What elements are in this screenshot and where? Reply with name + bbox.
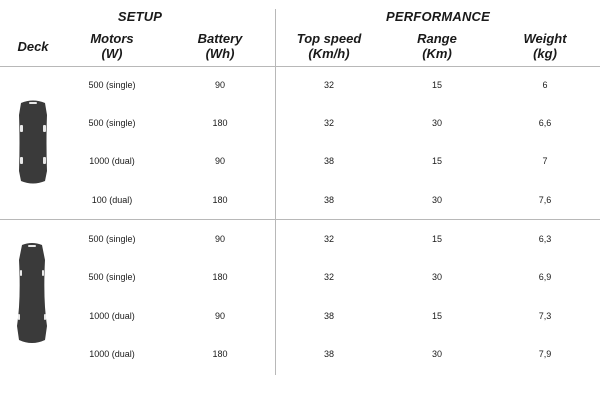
column-header-battery: Battery (Wh) xyxy=(197,31,243,61)
column-header-top-speed: Top speed (Km/h) xyxy=(296,31,362,61)
column-header-range: Range (Km) xyxy=(417,31,457,61)
column-header-weight: Weight (kg) xyxy=(523,31,567,61)
battery-cell: 180 xyxy=(212,349,228,359)
battery-cell: 90 xyxy=(214,311,225,321)
longboard-deck-short-icon xyxy=(17,97,49,187)
column-header-deck: Deck xyxy=(17,39,49,54)
range-cell: 15 xyxy=(431,234,442,244)
motors-cell: 500 (single) xyxy=(88,118,136,128)
motors-cell: 500 (single) xyxy=(88,272,136,282)
range-cell: 15 xyxy=(431,80,442,90)
top-speed-cell: 38 xyxy=(323,349,334,359)
range-cell: 15 xyxy=(431,311,442,321)
weight-cell: 6 xyxy=(542,80,548,90)
top-speed-cell: 38 xyxy=(323,156,334,166)
range-cell: 30 xyxy=(431,195,442,205)
top-speed-cell: 32 xyxy=(323,118,334,128)
setup-group-header: SETUP xyxy=(117,9,163,24)
motors-cell: 500 (single) xyxy=(88,234,136,244)
top-speed-cell: 32 xyxy=(323,272,334,282)
motors-cell: 100 (dual) xyxy=(91,195,133,205)
battery-cell: 90 xyxy=(214,234,225,244)
top-speed-cell: 38 xyxy=(323,195,334,205)
weight-cell: 7,6 xyxy=(538,195,552,205)
battery-cell: 90 xyxy=(214,156,225,166)
range-cell: 30 xyxy=(431,118,442,128)
weight-cell: 7,3 xyxy=(538,311,552,321)
top-speed-cell: 32 xyxy=(323,80,334,90)
battery-cell: 180 xyxy=(212,118,228,128)
weight-cell: 6,3 xyxy=(538,234,552,244)
range-cell: 15 xyxy=(431,156,442,166)
motors-cell: 500 (single) xyxy=(88,80,136,90)
header-divider xyxy=(0,66,600,67)
weight-cell: 7 xyxy=(542,156,548,166)
battery-cell: 180 xyxy=(212,195,228,205)
longboard-deck-long-icon xyxy=(15,240,49,348)
weight-cell: 6,6 xyxy=(538,118,552,128)
performance-group-header: PERFORMANCE xyxy=(385,9,491,24)
motors-cell: 1000 (dual) xyxy=(89,156,135,166)
motors-cell: 1000 (dual) xyxy=(89,349,135,359)
weight-cell: 6,9 xyxy=(538,272,552,282)
top-speed-cell: 32 xyxy=(323,234,334,244)
deck-group-divider xyxy=(0,219,600,220)
weight-cell: 7,9 xyxy=(538,349,552,359)
range-cell: 30 xyxy=(431,349,442,359)
range-cell: 30 xyxy=(431,272,442,282)
top-speed-cell: 38 xyxy=(323,311,334,321)
column-header-motors: Motors (W) xyxy=(90,31,134,61)
battery-cell: 180 xyxy=(212,272,228,282)
battery-cell: 90 xyxy=(214,80,225,90)
motors-cell: 1000 (dual) xyxy=(89,311,135,321)
section-divider-vertical xyxy=(275,9,276,375)
